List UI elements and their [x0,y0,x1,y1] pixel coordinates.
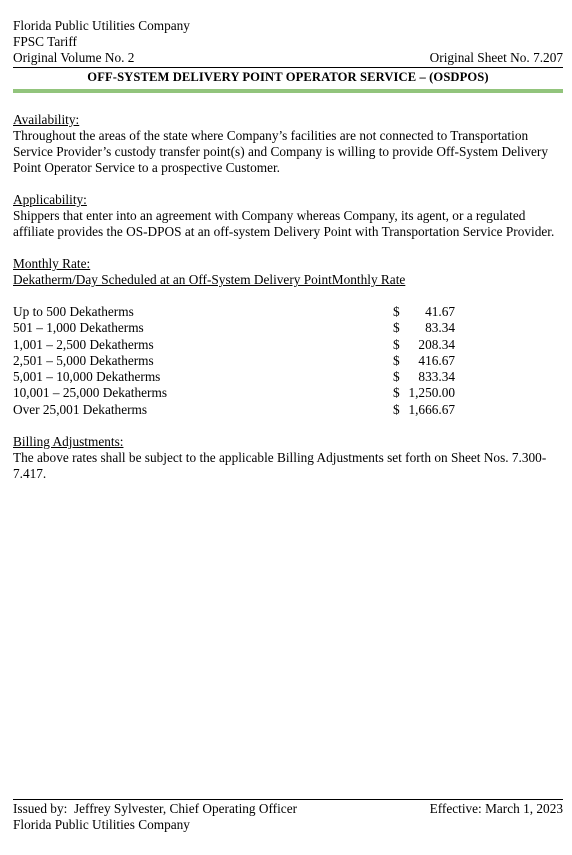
title-underline [13,89,563,93]
table-row [13,369,563,385]
rate-value [393,304,455,320]
rate-table [13,304,563,418]
page-footer [13,799,563,833]
rate-amount: 1,666.67 [408,401,455,417]
monthly-rate-section [13,256,563,418]
rate-tier-label: 2,501 – 5,000 Dekatherms [13,352,154,368]
volume-sheet-row [13,50,563,66]
rate-tier-label: 5,001 – 10,000 Dekatherms [13,369,161,385]
footer-company: Florida Public Utilities Company [13,817,190,832]
currency-symbol: $ [393,320,400,336]
applicability-text: Shippers that enter into an agreement with Company whereas Company, its agent, or a regulated affiliate provides the OS-DPOS at an off-system Delivery Point with Transportation Service Provider. [13,208,555,239]
footer-divider [13,799,563,800]
rate-amount: 416.67 [418,352,455,368]
issued-by: Issued by: Jeffrey Sylvester, Chief Operating Officer [13,801,298,816]
company-name: Florida Public Utilities Company [13,18,190,33]
table-row [13,402,563,418]
availability-heading: Availability: [13,112,80,127]
currency-symbol: $ [393,385,400,401]
table-row [13,320,563,336]
tariff-name: FPSC Tariff [13,34,77,49]
rate-column-header: Dekatherm/Day Scheduled at an Off-System Delivery PointMonthly Rate [13,272,406,287]
rate-value [393,385,455,401]
applicability-heading: Applicability: [13,192,87,207]
rate-value [393,353,455,369]
billing-adjustments-text: The above rates shall be subject to the applicable Billing Adjustments set forth on Sheet Nos. 7.300-7.417. [13,450,547,482]
volume-label: Original Volume No. 2 [13,50,135,65]
rate-amount: 208.34 [418,336,455,352]
rate-tier-label: 10,001 – 25,000 Dekatherms [13,385,167,401]
rate-value [393,369,455,385]
rate-amount: 1,250.00 [408,385,455,401]
effective-date: Effective: March 1, 2023 [429,801,563,816]
rate-value [393,337,455,353]
footer-row [13,801,563,817]
billing-adjustments-heading: Billing Adjustments: [13,434,124,450]
table-row [13,385,563,401]
tariff-sheet [13,18,563,482]
sheet-number: Original Sheet No. 7.207 [429,50,563,65]
table-row [13,353,563,369]
table-row [13,337,563,353]
rate-tier-label: Up to 500 Dekatherms [13,304,134,319]
rate-tier-label: 1,001 – 2,500 Dekatherms [13,336,154,352]
currency-symbol: $ [393,401,400,417]
applicability-section [13,192,563,240]
rate-value [393,402,455,418]
currency-symbol: $ [393,352,400,368]
rate-amount: 83.34 [425,320,455,336]
availability-section [13,112,563,176]
currency-symbol: $ [393,369,400,385]
table-row [13,304,563,320]
monthly-rate-heading: Monthly Rate: [13,256,91,271]
rate-amount: 41.67 [425,304,455,319]
billing-adjustments-section [13,434,563,482]
page-title: OFF-SYSTEM DELIVERY POINT OPERATOR SERVICE – (OSDPOS) [87,70,489,84]
currency-symbol: $ [393,304,400,319]
rate-tier-label: Over 25,001 Dekatherms [13,401,148,417]
rate-tier-label: 501 – 1,000 Dekatherms [13,320,144,336]
header-divider [13,67,563,68]
currency-symbol: $ [393,336,400,352]
availability-text: Throughout the areas of the state where Company’s facilities are not connected to Transportation Service Provider’s custody transfer point(s) and Company is willing to provide Off-System Delivery Point Operator Service to a prospective Customer. [13,128,548,175]
rate-value [393,320,455,336]
rate-amount: 833.34 [418,369,455,385]
